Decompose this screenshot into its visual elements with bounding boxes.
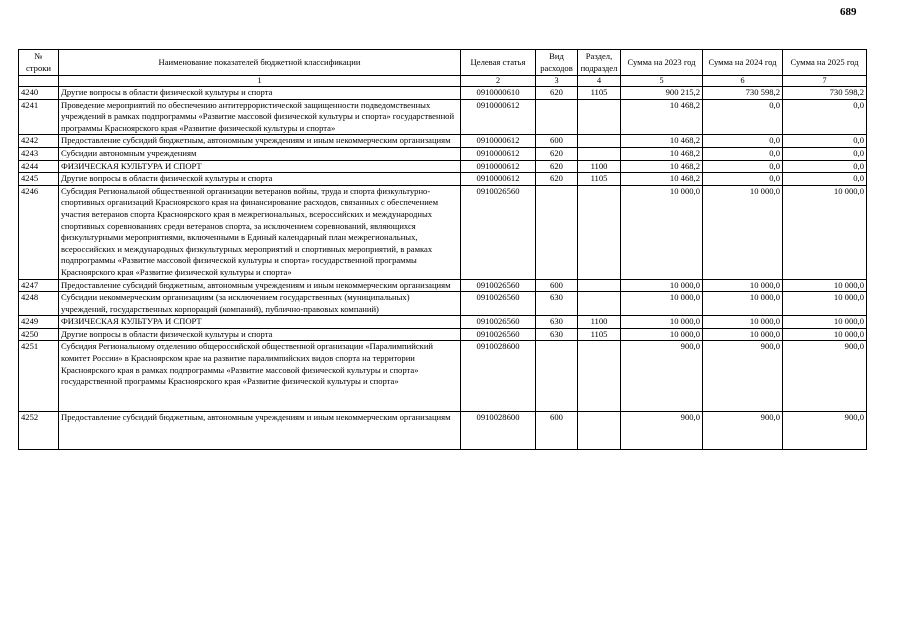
header-sum-2023: Сумма на 2023 год [621, 50, 703, 76]
row-sum-2024: 10 000,0 [703, 292, 783, 316]
row-expense-type: 630 [536, 316, 578, 329]
row-number: 4241 [19, 99, 59, 135]
row-sum-2025: 10 000,0 [783, 316, 867, 329]
table-row [19, 316, 867, 329]
row-sum-2025: 10 000,0 [783, 279, 867, 292]
row-target-article: 0910026560 [461, 316, 536, 329]
row-number: 4245 [19, 173, 59, 186]
row-target-article: 0910000612 [461, 173, 536, 186]
row-name: Субсидия Региональному отделению общероссийской общественной организации «Паралимпийский комитет России» в Красноярском крае на развитие паралимпийских видов спорта на территории Красноярского края в рамках подпрограммы «Развитие массовой физической культуры и спорта» государственной программы Красноярского края «Развитие физической культуры и спорта» [59, 341, 461, 412]
row-expense-type: 630 [536, 328, 578, 341]
row-sum-2025: 0,0 [783, 99, 867, 135]
row-expense-type [536, 99, 578, 135]
table-row [19, 279, 867, 292]
table-row [19, 328, 867, 341]
row-number: 4251 [19, 341, 59, 412]
row-target-article: 0910026560 [461, 292, 536, 316]
row-number: 4252 [19, 412, 59, 450]
row-number: 4250 [19, 328, 59, 341]
header-name: Наименование показателей бюджетной классификации [59, 50, 461, 76]
column-number: 7 [783, 76, 867, 87]
row-sum-2025: 10 000,0 [783, 185, 867, 279]
header-sum-2024: Сумма на 2024 год [703, 50, 783, 76]
row-sum-2025: 0,0 [783, 147, 867, 160]
row-expense-type: 600 [536, 279, 578, 292]
row-sum-2023: 10 000,0 [621, 279, 703, 292]
row-target-article: 0910028600 [461, 412, 536, 450]
table-row [19, 173, 867, 186]
row-sum-2024: 900,0 [703, 341, 783, 412]
row-name: Проведение мероприятий по обеспечению антитеррористической защищенности подведомственных учреждений в рамках подпрограммы «Развитие массовой физической культуры и спорта» государственной программы Красноярского края «Развитие физической культуры и спорта» [59, 99, 461, 135]
row-sum-2024: 0,0 [703, 135, 783, 148]
row-sum-2024: 730 598,2 [703, 87, 783, 100]
row-sum-2024: 0,0 [703, 173, 783, 186]
row-sum-2025: 10 000,0 [783, 292, 867, 316]
row-name: Субсидия Региональной общественной организации ветеранов войны, труда и спорта физкультурно-спортивных организаций Красноярского края на финансирование расходов, связанных с обеспечением участия ветеранов спорта Красноярского края в межрегиональных, всероссийских и международных спортивных соревнованиях среди ветеранов спорта, за исключением соревнований, являющихся физкультурными мероприятиями, включенными в Единый календарный план межрегиональных, всероссийских и международных физкультурных мероприятий и спортивных мероприятий, в рамках подпрограммы «Развитие массовой физической культуры и спорта» государственной программы Красноярского края «Развитие физической культуры и спорта» [59, 185, 461, 279]
column-number: 6 [703, 76, 783, 87]
row-sum-2024: 900,0 [703, 412, 783, 450]
table-row [19, 135, 867, 148]
row-expense-type: 630 [536, 292, 578, 316]
column-number [19, 76, 59, 87]
row-section: 1105 [578, 328, 621, 341]
row-sum-2024: 0,0 [703, 160, 783, 173]
row-expense-type: 620 [536, 160, 578, 173]
row-section [578, 279, 621, 292]
row-sum-2023: 10 468,2 [621, 160, 703, 173]
row-section: 1100 [578, 316, 621, 329]
row-sum-2023: 10 000,0 [621, 185, 703, 279]
row-sum-2024: 10 000,0 [703, 185, 783, 279]
row-sum-2025: 0,0 [783, 173, 867, 186]
row-target-article: 0910026560 [461, 328, 536, 341]
table-row [19, 160, 867, 173]
row-target-article: 0910000612 [461, 135, 536, 148]
row-expense-type: 620 [536, 173, 578, 186]
row-name: Другие вопросы в области физической культуры и спорта [59, 173, 461, 186]
row-name: ФИЗИЧЕСКАЯ КУЛЬТУРА И СПОРТ [59, 160, 461, 173]
column-number: 2 [461, 76, 536, 87]
row-sum-2025: 0,0 [783, 135, 867, 148]
row-sum-2023: 900,0 [621, 341, 703, 412]
row-sum-2023: 10 468,2 [621, 147, 703, 160]
row-expense-type [536, 185, 578, 279]
table-row [19, 147, 867, 160]
row-section: 1105 [578, 87, 621, 100]
header-sum-2025: Сумма на 2025 год [783, 50, 867, 76]
table-row [19, 412, 867, 450]
header-target-article: Целевая статья [461, 50, 536, 76]
row-section [578, 185, 621, 279]
row-number: 4240 [19, 87, 59, 100]
header-section: Раздел, подраздел [578, 50, 621, 76]
table-row [19, 87, 867, 100]
row-number: 4249 [19, 316, 59, 329]
header-expense-type: Вид расходов [536, 50, 578, 76]
row-name: Другие вопросы в области физической культуры и спорта [59, 87, 461, 100]
row-number: 4248 [19, 292, 59, 316]
column-number: 3 [536, 76, 578, 87]
budget-table [18, 49, 867, 450]
row-target-article: 0910000612 [461, 99, 536, 135]
row-sum-2025: 0,0 [783, 160, 867, 173]
row-sum-2023: 10 468,2 [621, 135, 703, 148]
row-target-article: 0910000610 [461, 87, 536, 100]
row-target-article: 0910000612 [461, 147, 536, 160]
row-sum-2025: 730 598,2 [783, 87, 867, 100]
row-name: ФИЗИЧЕСКАЯ КУЛЬТУРА И СПОРТ [59, 316, 461, 329]
header-row-number: № строки [19, 50, 59, 76]
page-number: 689 [840, 6, 857, 18]
row-sum-2024: 0,0 [703, 147, 783, 160]
row-sum-2023: 10 000,0 [621, 316, 703, 329]
row-sum-2023: 10 468,2 [621, 99, 703, 135]
row-number: 4242 [19, 135, 59, 148]
column-number: 5 [621, 76, 703, 87]
column-number: 4 [578, 76, 621, 87]
row-number: 4243 [19, 147, 59, 160]
row-name: Предоставление субсидий бюджетным, автономным учреждениям и иным некоммерческим организациям [59, 135, 461, 148]
row-number: 4244 [19, 160, 59, 173]
row-sum-2025: 10 000,0 [783, 328, 867, 341]
row-section [578, 147, 621, 160]
row-name: Предоставление субсидий бюджетным, автономным учреждениям и иным некоммерческим организациям [59, 279, 461, 292]
row-section [578, 292, 621, 316]
row-section: 1105 [578, 173, 621, 186]
column-number: 1 [59, 76, 461, 87]
row-sum-2023: 900,0 [621, 412, 703, 450]
row-section [578, 99, 621, 135]
row-name: Субсидии некоммерческим организациям (за исключением государственных (муниципальных) учреждений, государственных корпораций (компаний), публично-правовых компаний) [59, 292, 461, 316]
row-section [578, 135, 621, 148]
row-target-article: 0910026560 [461, 279, 536, 292]
row-expense-type: 620 [536, 87, 578, 100]
row-target-article: 0910026560 [461, 185, 536, 279]
row-sum-2024: 10 000,0 [703, 316, 783, 329]
table-row [19, 292, 867, 316]
row-sum-2023: 10 000,0 [621, 292, 703, 316]
row-section: 1100 [578, 160, 621, 173]
row-expense-type [536, 341, 578, 412]
row-sum-2025: 900,0 [783, 341, 867, 412]
row-number: 4247 [19, 279, 59, 292]
row-target-article: 0910028600 [461, 341, 536, 412]
row-sum-2025: 900,0 [783, 412, 867, 450]
row-sum-2023: 900 215,2 [621, 87, 703, 100]
row-name: Предоставление субсидий бюджетным, автономным учреждениям и иным некоммерческим организациям [59, 412, 461, 450]
row-name: Другие вопросы в области физической культуры и спорта [59, 328, 461, 341]
row-number: 4246 [19, 185, 59, 279]
row-expense-type: 600 [536, 135, 578, 148]
row-sum-2023: 10 000,0 [621, 328, 703, 341]
table-row [19, 341, 867, 412]
row-sum-2023: 10 468,2 [621, 173, 703, 186]
row-section [578, 412, 621, 450]
row-section [578, 341, 621, 412]
row-sum-2024: 0,0 [703, 99, 783, 135]
table-row [19, 99, 867, 135]
row-sum-2024: 10 000,0 [703, 328, 783, 341]
row-sum-2024: 10 000,0 [703, 279, 783, 292]
table-row [19, 185, 867, 279]
row-target-article: 0910000612 [461, 160, 536, 173]
row-expense-type: 620 [536, 147, 578, 160]
row-name: Субсидии автономным учреждениям [59, 147, 461, 160]
table-body [19, 87, 867, 450]
row-expense-type: 600 [536, 412, 578, 450]
